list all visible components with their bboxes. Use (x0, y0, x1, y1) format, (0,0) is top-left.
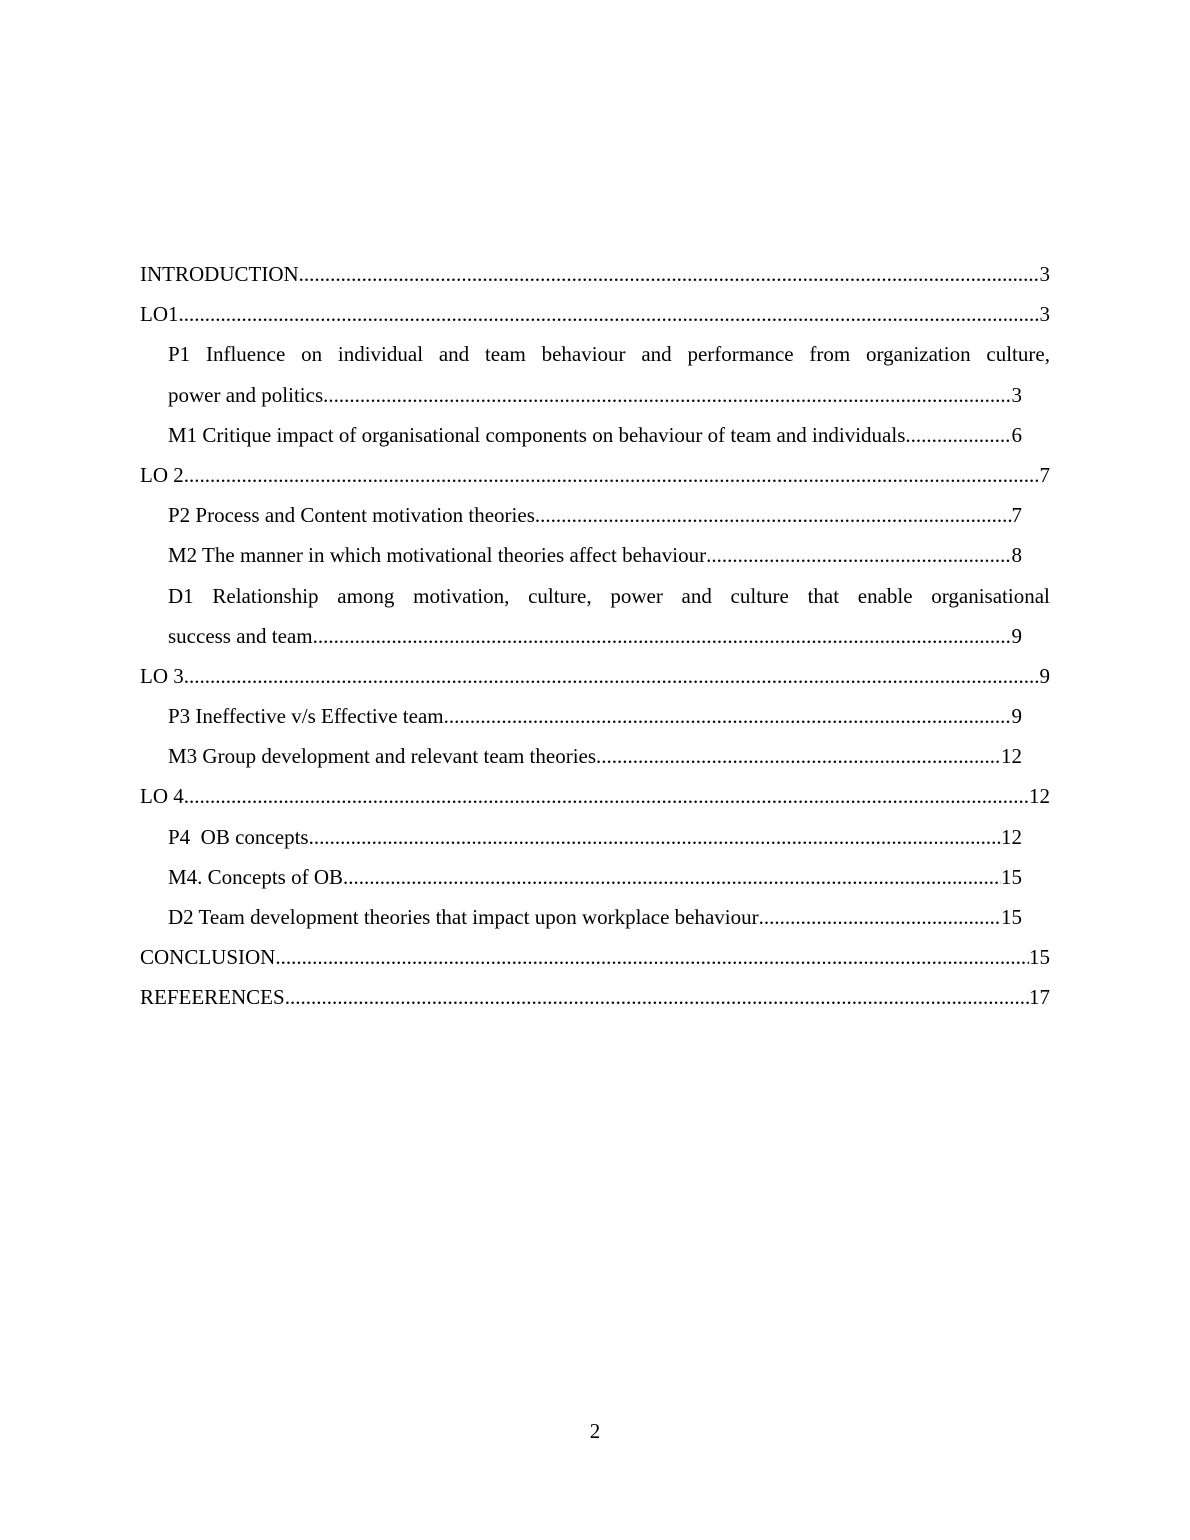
toc-entry-m2[interactable] (168, 535, 1022, 575)
toc-entry-title: P4 OB concepts (168, 824, 309, 849)
toc-leader-dots (759, 897, 1001, 937)
toc-word: P1 (168, 342, 191, 367)
toc-entry-title: INTRODUCTION (140, 262, 299, 286)
toc-entry-m4[interactable] (168, 857, 1022, 897)
toc-entry-lo1[interactable] (140, 294, 1050, 334)
toc-entry-page: 3 (1011, 382, 1022, 407)
toc-entry-page: 9 (1011, 623, 1022, 648)
toc-entry-page: 7 (1011, 503, 1022, 528)
toc-entry-page: 9 (1039, 663, 1050, 688)
toc-entry-title: M1 Critique impact of organisational components on behaviour of team and individuals (168, 422, 906, 447)
toc-entry-lo4[interactable] (140, 776, 1050, 816)
toc-entry-title: D2 Team development theories that impact upon workplace behaviour (168, 905, 759, 929)
toc-leader-dots (184, 776, 1029, 816)
toc-entry-page: 12 (1001, 744, 1022, 769)
toc-entry-title: LO 4 (140, 784, 184, 809)
toc-word: team (484, 342, 526, 367)
toc-entry-conclusion[interactable] (140, 937, 1050, 977)
toc-word: power (610, 583, 663, 608)
toc-entry-page: 15 (1001, 905, 1022, 929)
toc-entry-m3[interactable] (168, 736, 1022, 776)
toc-leader-dots (299, 254, 1040, 294)
toc-word: and (641, 342, 672, 367)
toc-entry-title: power and politics (168, 382, 324, 407)
toc-entry-title: CONCLUSION (140, 945, 276, 970)
toc-word: among (337, 583, 395, 608)
toc-entry-page: 6 (1011, 422, 1022, 447)
toc-word: individual (337, 342, 424, 367)
toc-word: enable (857, 583, 913, 608)
toc-word: D1 (168, 583, 194, 608)
toc-leader-dots (275, 937, 1029, 977)
toc-word: organization (866, 342, 971, 367)
toc-leader-dots (313, 616, 1012, 656)
toc-entry-p3[interactable] (168, 696, 1022, 736)
toc-entry-lo3[interactable] (140, 656, 1050, 696)
toc-entry-title-line1 (168, 334, 1050, 374)
toc-entry-page: 12 (1001, 824, 1022, 849)
toc-entry-references[interactable] (140, 977, 1050, 1017)
toc-entry-page: 3 (1039, 262, 1050, 286)
toc-entry-title-line2 (168, 616, 1022, 656)
toc-word: organisational (931, 583, 1050, 608)
table-of-contents (140, 254, 1050, 1018)
toc-leader-dots (343, 857, 1001, 897)
toc-word: and (438, 342, 470, 367)
toc-leader-dots (905, 415, 1011, 455)
toc-entry-title: M2 The manner in which motivational theories affect behaviour (168, 543, 707, 568)
toc-entry-title: M3 Group development and relevant team theories (168, 744, 597, 769)
toc-entry-title: LO1 (140, 302, 179, 327)
toc-word: culture, (986, 342, 1050, 367)
toc-entry-lo2[interactable] (140, 455, 1050, 495)
toc-entry-page: 7 (1039, 462, 1050, 487)
toc-word: that (807, 583, 840, 608)
toc-entry-title: P3 Ineffective v/s Effective team (168, 704, 444, 729)
toc-entry-m1[interactable] (168, 415, 1022, 455)
toc-entry-d1[interactable] (168, 576, 1050, 656)
toc-leader-dots (444, 696, 1012, 736)
toc-entry-d2[interactable] (168, 897, 1022, 937)
toc-entry-page: 17 (1029, 985, 1050, 1010)
toc-word: culture (730, 583, 789, 608)
toc-entry-title: LO 2 (140, 462, 184, 487)
toc-word: and (681, 583, 712, 608)
toc-entry-page: 15 (1029, 945, 1050, 970)
toc-entry-title: P2 Process and Content motivation theories (168, 503, 535, 528)
toc-entry-p4[interactable] (168, 817, 1022, 857)
toc-entry-title: LO 3 (140, 663, 184, 688)
page-number: 2 (589, 1419, 601, 1443)
toc-leader-dots (535, 495, 1012, 535)
toc-word: performance (687, 342, 794, 367)
toc-entry-page: 8 (1011, 543, 1022, 568)
toc-entry-title-line1 (168, 576, 1050, 616)
toc-leader-dots (184, 656, 1040, 696)
toc-word: from (809, 342, 851, 367)
toc-word: culture, (528, 583, 592, 608)
toc-leader-dots (285, 977, 1029, 1017)
toc-leader-dots (184, 455, 1040, 495)
toc-entry-introduction[interactable] (140, 254, 1050, 294)
toc-entry-title: success and team (168, 623, 313, 648)
toc-entry-page: 15 (1001, 864, 1022, 889)
toc-entry-title: REFEERENCES (140, 985, 285, 1010)
toc-word: on (301, 342, 323, 367)
toc-word: motivation, (413, 583, 510, 608)
toc-entry-title-line2 (168, 375, 1022, 415)
toc-entry-p1[interactable] (168, 334, 1050, 414)
toc-entry-p2[interactable] (168, 495, 1022, 535)
toc-word: Influence (205, 342, 286, 367)
toc-entry-page: 12 (1029, 784, 1050, 809)
toc-entry-title: M4. Concepts of OB (168, 864, 343, 889)
toc-leader-dots (706, 535, 1011, 575)
toc-entry-page: 9 (1011, 704, 1022, 729)
toc-word: Relationship (212, 583, 319, 608)
toc-leader-dots (596, 736, 1001, 776)
toc-leader-dots (323, 375, 1011, 415)
toc-leader-dots (309, 817, 1001, 857)
toc-entry-page: 3 (1039, 302, 1050, 327)
toc-leader-dots (179, 294, 1040, 334)
toc-word: behaviour (541, 342, 626, 367)
